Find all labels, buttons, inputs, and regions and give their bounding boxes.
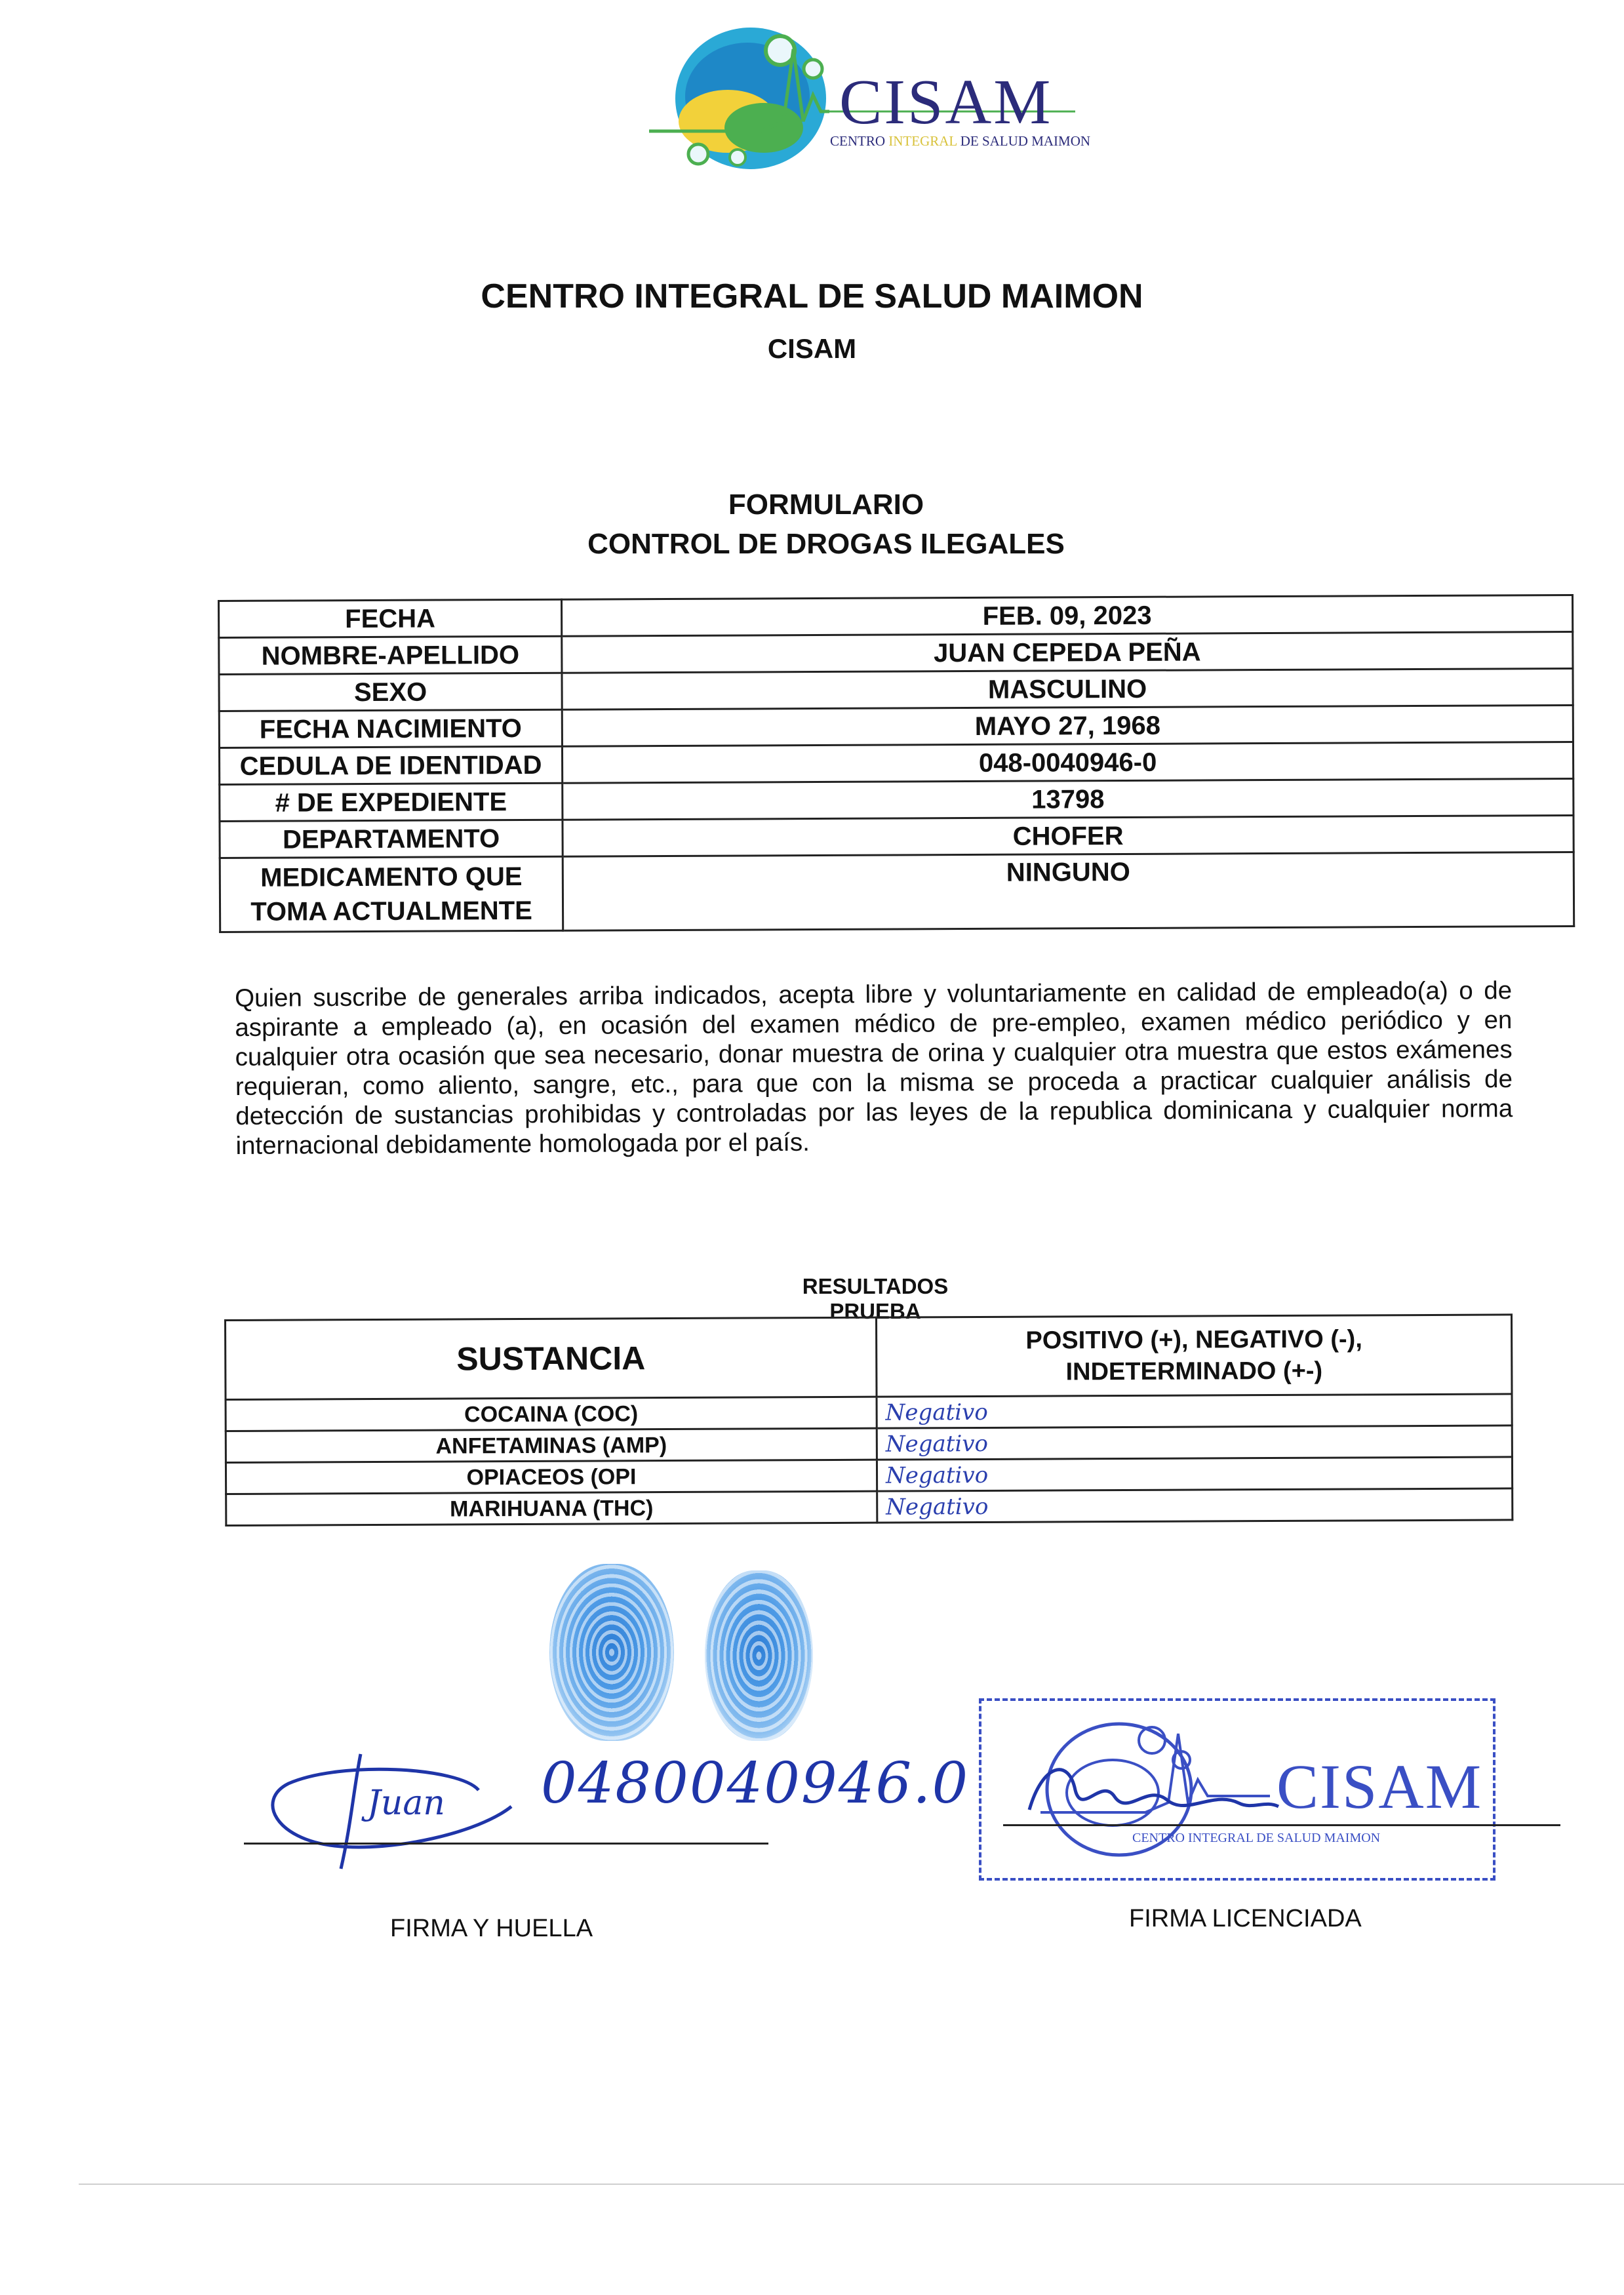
signature-line-left — [244, 1843, 768, 1845]
table-row — [226, 1457, 1512, 1494]
table-row — [220, 815, 1574, 858]
field-value: NINGUNO — [563, 852, 1574, 930]
handwritten-id-number: 0480040946.0 — [541, 1751, 970, 1816]
signature-caption-right: FIRMA LICENCIADA — [1129, 1905, 1362, 1932]
column-header-substance: SUSTANCIA — [226, 1317, 877, 1399]
column-header-result — [876, 1315, 1512, 1397]
patient-info-table — [218, 594, 1575, 933]
field-value: FEB. 09, 2023 — [562, 595, 1573, 636]
page-subtitle: CISAM — [767, 333, 857, 364]
form-title: CONTROL DE DROGAS ILEGALES — [587, 528, 1065, 560]
stamp-subtitle: CENTRO INTEGRAL DE SALUD MAIMON — [1132, 1831, 1381, 1845]
table-row — [226, 1426, 1512, 1463]
substance-cell: ANFETAMINAS (AMP) — [226, 1428, 877, 1462]
table-row — [219, 668, 1573, 711]
result-cell: Negativo — [877, 1426, 1512, 1460]
field-label-line: TOMA ACTUALMENTE — [250, 896, 532, 927]
cisam-logo — [649, 23, 1091, 180]
signature-name: Juan — [367, 1784, 445, 1823]
field-label: # DE EXPEDIENTE — [220, 783, 563, 821]
fingerprint-ridges — [549, 1564, 674, 1741]
field-value: 048-0040946-0 — [562, 742, 1573, 783]
field-label: NOMBRE-APELLIDO — [219, 636, 562, 674]
logo-subtitle-highlight: INTEGRAL — [888, 133, 957, 149]
substance-cell: OPIACEOS (OPI — [226, 1460, 877, 1494]
substance-cell: MARIHUANA (THC) — [226, 1491, 877, 1525]
field-label — [220, 856, 563, 932]
table-header-row — [226, 1315, 1513, 1400]
table-row — [220, 852, 1574, 932]
table-row — [226, 1394, 1512, 1431]
logo-subtitle-a: CENTRO — [830, 133, 889, 149]
field-label: DEPARTAMENTO — [220, 820, 563, 858]
results-table — [224, 1313, 1513, 1527]
results-heading: RESULTADOS PRUEBA — [802, 1274, 949, 1323]
substance-cell: COCAINA (COC) — [226, 1397, 877, 1431]
page-title: CENTRO INTEGRAL DE SALUD MAIMON — [481, 277, 1143, 315]
fingerprint-ridges — [705, 1570, 813, 1741]
field-value: MAYO 27, 1968 — [562, 705, 1573, 746]
field-label: FECHA NACIMIENTO — [219, 709, 562, 748]
table-row — [226, 1488, 1513, 1526]
table-row — [219, 742, 1573, 784]
field-label: SEXO — [219, 673, 562, 711]
column-header-line: INDETERMINADO (+-) — [1065, 1357, 1323, 1386]
field-value: CHOFER — [563, 815, 1574, 856]
result-cell: Negativo — [877, 1457, 1512, 1491]
field-value: JUAN CEPEDA PEÑA — [562, 631, 1573, 673]
table-row — [219, 631, 1573, 674]
table-row — [219, 705, 1573, 748]
field-label: FECHA — [219, 599, 562, 637]
result-cell: Negativo — [877, 1394, 1512, 1428]
logo-brand: CISAM — [839, 67, 1053, 138]
table-row — [219, 595, 1573, 637]
field-label-line: MEDICAMENTO QUE — [260, 862, 523, 892]
field-label: CEDULA DE IDENTIDAD — [219, 746, 562, 784]
field-value: 13798 — [563, 778, 1574, 820]
signature-caption-left: FIRMA Y HUELLA — [390, 1915, 593, 1942]
column-header-line: POSITIVO (+), NEGATIVO (-), — [1025, 1325, 1362, 1355]
logo-subtitle — [830, 133, 1090, 150]
table-row — [220, 778, 1574, 821]
signature-line-right — [1003, 1824, 1560, 1826]
result-cell: Negativo — [877, 1488, 1513, 1523]
stamp-brand: CISAM — [1277, 1751, 1483, 1822]
form-label: FORMULARIO — [728, 489, 924, 521]
field-value: MASCULINO — [562, 668, 1573, 709]
licenciada-signature-icon — [1016, 1738, 1292, 1843]
logo-subtitle-b: DE SALUD MAIMON — [957, 133, 1091, 149]
consent-paragraph: Quien suscribe de generales arriba indicados, acepta libre y voluntariamente en calidad de empleado(a) o de aspirante a empleado (a), en ocasión del examen médico de pre-empleo, examen médico periódico y en cualquier otra ocasión que sea necesario, donar muestra de orina y cualquier otra muestra que estos exámenes requieran, como aliento, sangre, etc., para que con la misma se proceda a practicar cualquier análisis de detección de sustancias prohibidas y controladas por las leyes de la republica dominicana y cualquier norma internacional debidamente homologada por el país. — [235, 976, 1513, 1160]
footer-divider — [79, 2184, 1624, 2185]
